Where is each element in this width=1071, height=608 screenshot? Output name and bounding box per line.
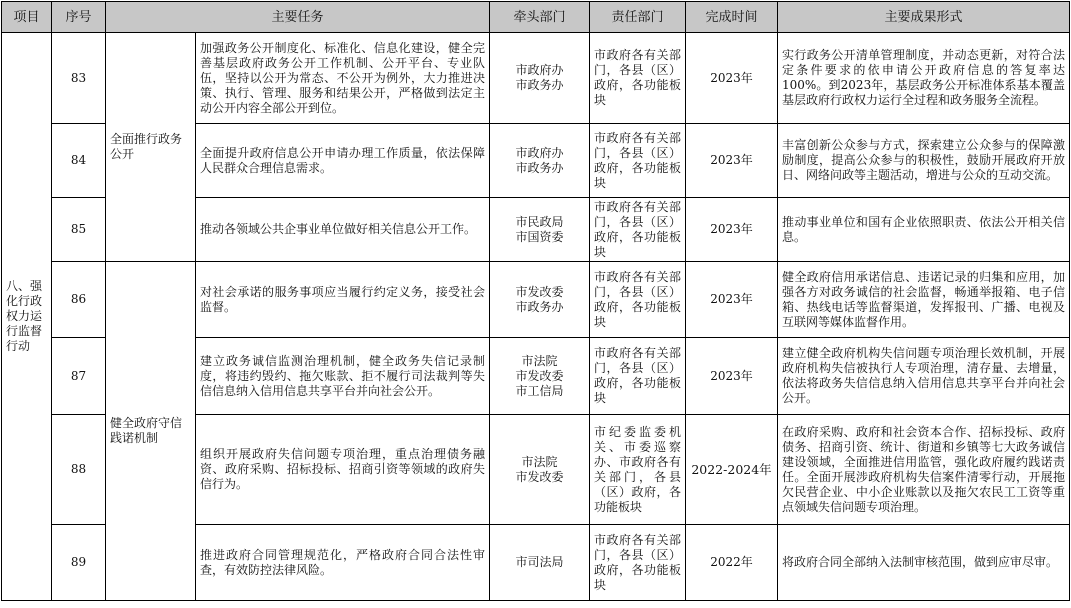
header-lead-dept: 牵头部门 — [490, 2, 590, 33]
resp-dept-cell: 市政府各有关部门，各县（区）政府，各功能板块 — [590, 33, 686, 124]
header-resp-dept: 责任部门 — [590, 2, 686, 33]
task-cell: 建立政务诚信监测治理机制，健全政务失信记录制度，将违约毁约、拖欠账款、拒不履行司法裁判等失信信息纳入信用信息共享平台并向社会公开。 — [196, 338, 490, 415]
table-row — [2, 262, 1070, 338]
result-cell: 健全政府信用承诺信息、违诺记录的归集和应用，加强各方对政务诚信的社会监督，畅通举报箱、电子信箱、热线电话等监督渠道，发挥报刊、广播、电视及互联网等媒体监督作用。 — [778, 262, 1070, 338]
task-cell: 对社会承诺的服务事项应当履行约定义务，接受社会监督。 — [196, 262, 490, 338]
seq-cell: 83 — [52, 33, 106, 124]
resp-dept-cell: 市政府各有关部门，各县（区）政府，各功能板块 — [590, 525, 686, 601]
time-cell: 2023年 — [686, 198, 778, 262]
header-time: 完成时间 — [686, 2, 778, 33]
task-cell: 全面提升政府信息公开申请办理工作质量，依法保障人民群众合理信息需求。 — [196, 124, 490, 198]
time-cell: 2022年 — [686, 525, 778, 601]
time-cell: 2023年 — [686, 262, 778, 338]
result-cell: 实行政务公开清单管理制度，并动态更新，对符合法定条件要求的依申请公开政府信息的答复率达100%。到2023年，基层政务公开标准体系基本覆盖基层政府行政权力运行全过程和政务服务全流程。 — [778, 33, 1070, 124]
seq-cell: 86 — [52, 262, 106, 338]
task-cell: 推进政府合同管理规范化，严格政府合同合法性审查，有效防控法律风险。 — [196, 525, 490, 601]
lead-dept-cell: 市政府办 市政务办 — [490, 124, 590, 198]
seq-cell: 85 — [52, 198, 106, 262]
seq-cell: 84 — [52, 124, 106, 198]
result-cell: 将政府合同全部纳入法制审核范围，做到应审尽审。 — [778, 525, 1070, 601]
result-cell: 丰富创新公众参与方式，探索建立公众参与的保障激励制度，提高公众参与的积极性，鼓励开展政府开放日、网络问政等主题活动，增进与公众的互动交流。 — [778, 124, 1070, 198]
category-cell: 全面推行政务公开 — [106, 33, 196, 262]
resp-dept-cell: 市政府各有关部门，各县（区）政府，各功能板块 — [590, 262, 686, 338]
lead-dept-cell: 市政府办 市政务办 — [490, 33, 590, 124]
time-cell: 2023年 — [686, 124, 778, 198]
seq-cell: 88 — [52, 415, 106, 525]
task-cell: 加强政务公开制度化、标准化、信息化建设，健全完善基层政府政务公开工作机制、公开平台、专业队伍，坚持以公开为常态、不公开为例外，大力推进决策、执行、管理、服务和结果公开，严格做到法定主动公开内容全部公开到位。 — [196, 33, 490, 124]
header-task: 主要任务 — [106, 2, 490, 33]
header-seq: 序号 — [52, 2, 106, 33]
task-cell: 推动各领域公共企事业单位做好相关信息公开工作。 — [196, 198, 490, 262]
resp-dept-cell: 市纪委监委机关、市委巡察办、市政府各有关部门，各县（区）政府，各功能板块 — [590, 415, 686, 525]
resp-dept-cell: 市政府各有关部门，各县（区）政府，各功能板块 — [590, 124, 686, 198]
time-cell: 2023年 — [686, 33, 778, 124]
seq-cell: 89 — [52, 525, 106, 601]
tasks-table — [1, 1, 1070, 601]
lead-dept-cell: 市民政局 市国资委 — [490, 198, 590, 262]
lead-dept-cell: 市司法局 — [490, 525, 590, 601]
lead-dept-cell: 市法院 市发改委 市工信局 — [490, 338, 590, 415]
table-row — [2, 33, 1070, 124]
time-cell: 2023年 — [686, 338, 778, 415]
result-cell: 在政府采购、政府和社会资本合作、招标投标、政府债务、招商引资、统计、街道和乡镇等七大政务诚信建设领域，全面推进信用监管，强化政府履约践诺责任。全面开展涉政府机构失信案件清零行动，开展拖欠民营企业、中小企业账款以及拖欠农民工工资等重点领域失信问题专项治理。 — [778, 415, 1070, 525]
task-cell: 组织开展政府失信问题专项治理，重点治理债务融资、政府采购、招标投标、招商引资等领域的政府失信行为。 — [196, 415, 490, 525]
header-project: 项目 — [2, 2, 52, 33]
lead-dept-cell: 市法院 市发改委 — [490, 415, 590, 525]
time-cell: 2022-2024年 — [686, 415, 778, 525]
resp-dept-cell: 市政府各有关部门，各县（区）政府，各功能板块 — [590, 198, 686, 262]
header-result: 主要成果形式 — [778, 2, 1070, 33]
category-cell: 健全政府守信践诺机制 — [106, 262, 196, 601]
seq-cell: 87 — [52, 338, 106, 415]
result-cell: 建立健全政府机构失信问题专项治理长效机制，开展政府机构失信被执行人专项治理，清存量、去增量，依法将政务失信信息纳入信用信息共享平台并向社会公开。 — [778, 338, 1070, 415]
lead-dept-cell: 市发改委 市政务办 — [490, 262, 590, 338]
project-cell: 八、强化行政权力运行监督行动 — [2, 33, 52, 601]
result-cell: 推动事业单位和国有企业依照职责、依法公开相关信息。 — [778, 198, 1070, 262]
resp-dept-cell: 市政府各有关部门，各县（区）政府，各功能板块 — [590, 338, 686, 415]
header-row — [2, 2, 1070, 33]
